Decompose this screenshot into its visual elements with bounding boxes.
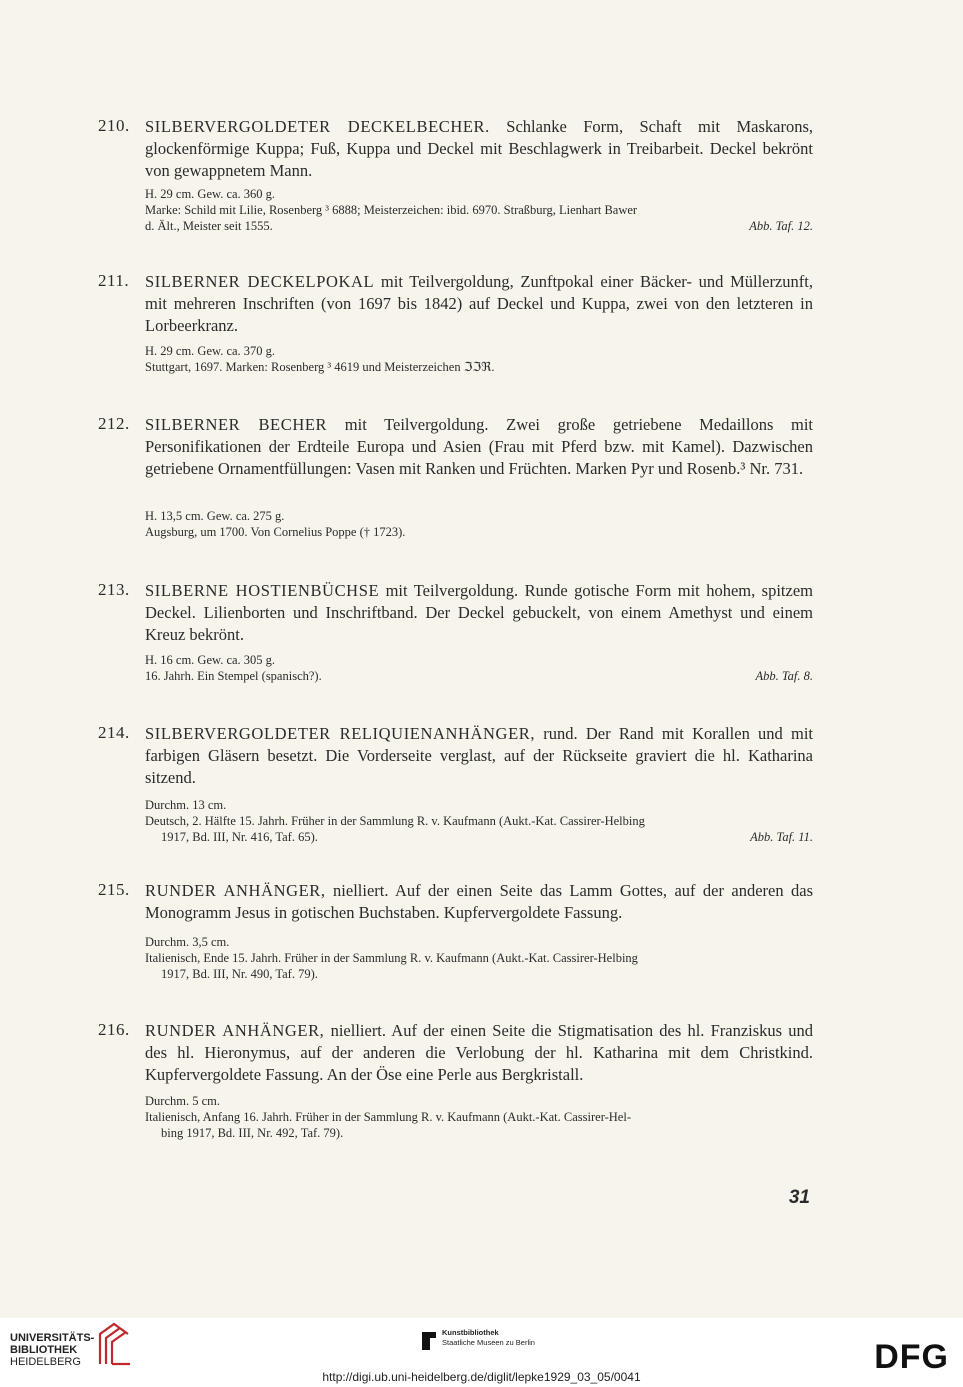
- entry-title: SILBERVERGOLDETER RELIQUIENANHÄNGER,: [145, 724, 536, 743]
- entry-title: SILBERNER BECHER: [145, 415, 328, 434]
- ub-heidelberg-logo[interactable]: [10, 1332, 94, 1368]
- entry-text: nielliert. Auf der einen Seite die Stigmatisation des hl. Franziskus und des hl. Hieronymus, auf der anderen die Verlobung der hl. Katharina mit dem Christkind. Kupfervergoldete Fassung. An der Öse eine Perle aus Bergkristall.: [145, 1021, 813, 1084]
- entry-details: [145, 343, 813, 375]
- detail-line: H. 13,5 cm. Gew. ca. 275 g.: [145, 509, 285, 523]
- entry-number: 214.: [98, 723, 130, 742]
- entry-description: [145, 580, 813, 646]
- plate-reference: Abb. Taf. 8.: [755, 669, 813, 683]
- detail-text: 16. Jahrh. Ein Stempel (spanisch?).: [145, 669, 322, 683]
- dfg-logo[interactable]: DFG: [874, 1338, 949, 1376]
- entry-title: SILBERNE HOSTIENBÜCHSE: [145, 581, 380, 600]
- entry-details: [145, 1093, 813, 1141]
- entry-title: RUNDER ANHÄNGER,: [145, 881, 326, 900]
- entry-details: [145, 652, 813, 684]
- entry-text: rund. Der Rand mit Korallen und mit farbigen Gläsern besetzt. Die Vorderseite verglast, auf der Rückseite graviert die hl. Katharina sitzend.: [145, 724, 813, 787]
- entry-title: RUNDER ANHÄNGER,: [145, 1021, 325, 1040]
- detail-line-with-plate: [145, 829, 813, 845]
- page-number: 31: [788, 1187, 810, 1208]
- entry-description: [145, 723, 813, 789]
- plate-reference: Abb. Taf. 11.: [750, 830, 813, 844]
- entry-details: [145, 508, 813, 540]
- entry-number: 213.: [98, 580, 130, 599]
- detail-text: 1917, Bd. III, Nr. 416, Taf. 65).: [161, 830, 318, 844]
- plate-reference: Abb. Taf. 12.: [749, 219, 813, 233]
- entry-title: SILBERVERGOLDETER DECKELBECHER.: [145, 117, 490, 136]
- kunstbibliothek-emblem-icon: [420, 1330, 438, 1352]
- kb-logo-line: Staatliche Museen zu Berlin: [442, 1338, 535, 1347]
- entry-text: nielliert. Auf der einen Seite das Lamm Gottes, auf der anderen das Monogramm Jesus in gotischen Buchstaben. Kupfervergoldete Fassung.: [145, 881, 813, 922]
- kb-logo-line: Kunstbibliothek: [442, 1328, 499, 1337]
- ub-logo-line: UNIVERSITÄTS-: [10, 1332, 95, 1344]
- detail-line-with-plate: [145, 218, 813, 234]
- entry-number: 216.: [98, 1020, 130, 1039]
- source-url-link[interactable]: http://digi.ub.uni-heidelberg.de/diglit/lepke1929_03_05/0041: [322, 1370, 641, 1384]
- entry-title: SILBERNER DECKELPOKAL: [145, 272, 375, 291]
- entry-description: [145, 414, 813, 480]
- digitization-footer: [0, 1318, 963, 1387]
- detail-line: Augsburg, um 1700. Von Cornelius Poppe († 1723).: [145, 525, 406, 539]
- entry-details: [145, 797, 813, 845]
- detail-text: d. Ält., Meister seit 1555.: [145, 219, 273, 233]
- entry-text: Schlanke Form, Schaft mit Maskarons, glockenförmige Kuppa; Fuß, Kuppa und Deckel mit Beschlagwerk in Treibarbeit. Deckel bekrönt von gewappnetem Mann.: [145, 117, 813, 180]
- entry-text: mit Teilvergoldung, Zunftpokal einer Bäcker- und Müllerzunft, mit mehreren Inschriften (von 1697 bis 1842) auf Deckel und Kuppa, zwei von den letzteren in Lorbeerkranz.: [145, 272, 814, 335]
- entry-details: [145, 186, 813, 234]
- entry-description: [145, 271, 813, 337]
- detail-line: Marke: Schild mit Lilie, Rosenberg ³ 6888; Meisterzeichen: ibid. 6970. Straßburg, Lienhart Bawer: [145, 203, 638, 217]
- detail-line: Italienisch, Ende 15. Jahrh. Früher in der Sammlung R. v. Kaufmann (Aukt.-Kat. Cassirer-Helbing: [145, 951, 638, 965]
- entry-description: [145, 1020, 813, 1086]
- detail-line: Durchm. 3,5 cm.: [145, 935, 230, 949]
- ub-logo-line: BIBLIOTHEK: [10, 1344, 78, 1356]
- detail-line: Deutsch, 2. Hälfte 15. Jahrh. Früher in der Sammlung R. v. Kaufmann (Aukt.-Kat. Cassirer-Helbing: [145, 814, 645, 828]
- entry-number: 212.: [98, 414, 130, 433]
- entry-details: [145, 934, 813, 982]
- entry-text: mit Teilvergoldung. Zwei große getriebene Medaillons mit Personifikationen der Erdteile Europa und Asien (Frau mit Pferd bzw. mit Kamel). Dazwischen getriebene Ornamentfüllungen: Vasen mit Ranken und Früchten. Marken Pyr und Rosenb.³ Nr. 731.: [145, 415, 814, 478]
- entry-text: mit Teilvergoldung. Runde gotische Form mit hohem, spitzem Deckel. Lilienborten und Inschriftband. Der Deckel gebuckelt, von einem Amethyst und einem Kreuz bekrönt.: [145, 581, 813, 644]
- entry-description: [145, 116, 813, 182]
- detail-line: H. 29 cm. Gew. ca. 360 g.: [145, 187, 276, 201]
- entry-number: 215.: [98, 880, 130, 899]
- ub-logo-line: HEIDELBERG: [10, 1356, 81, 1368]
- detail-line: Durchm. 5 cm.: [145, 1094, 220, 1108]
- entry-number: 211.: [98, 271, 130, 290]
- detail-line: Italienisch, Anfang 16. Jahrh. Früher in der Sammlung R. v. Kaufmann (Aukt.-Kat. Cassirer-Hel-: [145, 1110, 631, 1124]
- detail-line-with-plate: [145, 668, 813, 684]
- detail-line: Durchm. 13 cm.: [145, 798, 227, 812]
- detail-line: bing 1917, Bd. III, Nr. 492, Taf. 79).: [161, 1126, 344, 1140]
- entry-description: [145, 880, 813, 924]
- detail-line: H. 29 cm. Gew. ca. 370 g.: [145, 344, 276, 358]
- entry-number: 210.: [98, 116, 130, 135]
- ub-emblem-icon: [96, 1320, 132, 1368]
- detail-line: Stuttgart, 1697. Marken: Rosenberg ³ 4619 und Meisterzeichen ℑℑℜ.: [145, 360, 495, 374]
- detail-line: H. 16 cm. Gew. ca. 305 g.: [145, 653, 276, 667]
- detail-line: 1917, Bd. III, Nr. 490, Taf. 79).: [161, 967, 318, 981]
